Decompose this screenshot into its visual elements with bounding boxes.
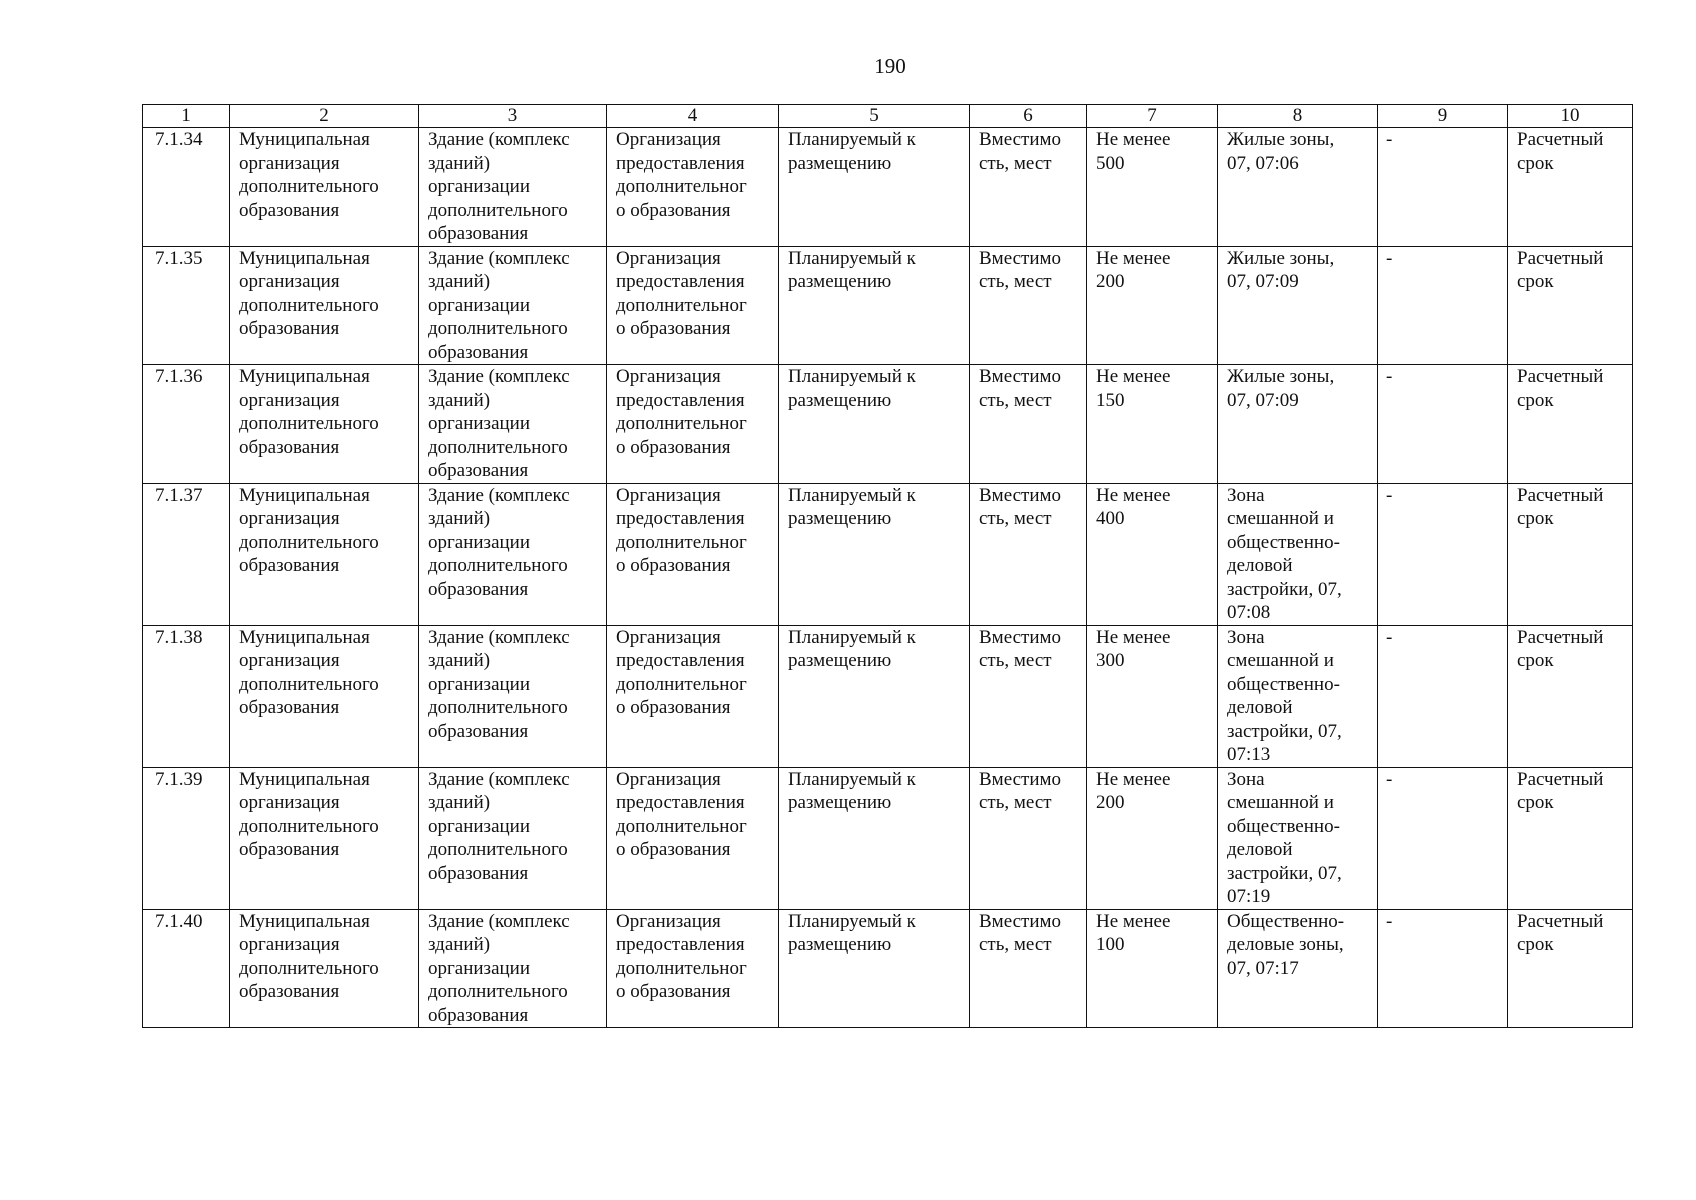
table-cell: Расчетный срок — [1508, 767, 1633, 909]
table-cell: - — [1378, 767, 1508, 909]
table-cell: 7.1.35 — [143, 246, 230, 365]
table-cell: Вместимо сть, мест — [970, 246, 1087, 365]
table-cell: Муниципальная организация дополнительного образования — [230, 909, 419, 1028]
table-cell: Жилые зоны, 07, 07:06 — [1218, 128, 1378, 247]
table-cell: 7.1.40 — [143, 909, 230, 1028]
column-header: 5 — [779, 105, 970, 128]
table-cell: Вместимо сть, мест — [970, 909, 1087, 1028]
table-cell: Здание (комплекс зданий) организации дополнительного образования — [419, 625, 607, 767]
table-cell: Организация предоставления дополнительног о образования — [607, 128, 779, 247]
table-cell: Здание (комплекс зданий) организации дополнительного образования — [419, 365, 607, 484]
table-cell: Расчетный срок — [1508, 128, 1633, 247]
table-cell: Здание (комплекс зданий) организации дополнительного образования — [419, 128, 607, 247]
table-row — [143, 483, 1633, 625]
table-cell: Не менее 150 — [1087, 365, 1218, 484]
table-cell: Вместимо сть, мест — [970, 483, 1087, 625]
table-cell: Расчетный срок — [1508, 909, 1633, 1028]
table-cell: Зона смешанной и общественно- деловой застройки, 07, 07:08 — [1218, 483, 1378, 625]
table-cell: 7.1.38 — [143, 625, 230, 767]
table-cell: Муниципальная организация дополнительного образования — [230, 767, 419, 909]
table-cell: Жилые зоны, 07, 07:09 — [1218, 246, 1378, 365]
table-cell: Планируемый к размещению — [779, 128, 970, 247]
table-cell: - — [1378, 909, 1508, 1028]
table-row — [143, 767, 1633, 909]
table-cell: 7.1.37 — [143, 483, 230, 625]
table-cell: 7.1.39 — [143, 767, 230, 909]
table-cell: Планируемый к размещению — [779, 625, 970, 767]
column-header: 7 — [1087, 105, 1218, 128]
table-row — [143, 128, 1633, 247]
table-cell: Здание (комплекс зданий) организации дополнительного образования — [419, 483, 607, 625]
column-header: 9 — [1378, 105, 1508, 128]
table-cell: Жилые зоны, 07, 07:09 — [1218, 365, 1378, 484]
table-cell: - — [1378, 246, 1508, 365]
table-cell: Организация предоставления дополнительног о образования — [607, 909, 779, 1028]
table-cell: Расчетный срок — [1508, 365, 1633, 484]
table-cell: Не менее 200 — [1087, 246, 1218, 365]
header-row — [143, 105, 1633, 128]
table-cell: Зона смешанной и общественно- деловой застройки, 07, 07:19 — [1218, 767, 1378, 909]
table-cell: Не менее 500 — [1087, 128, 1218, 247]
table-cell: Расчетный срок — [1508, 483, 1633, 625]
table-row — [143, 246, 1633, 365]
table-cell: Планируемый к размещению — [779, 909, 970, 1028]
table-cell: Организация предоставления дополнительног о образования — [607, 483, 779, 625]
table-row — [143, 365, 1633, 484]
table-cell: Не менее 100 — [1087, 909, 1218, 1028]
table-cell: 7.1.34 — [143, 128, 230, 247]
table-cell: - — [1378, 483, 1508, 625]
table-cell: Здание (комплекс зданий) организации дополнительного образования — [419, 909, 607, 1028]
table-cell: Муниципальная организация дополнительного образования — [230, 246, 419, 365]
table-cell: 7.1.36 — [143, 365, 230, 484]
table-cell: - — [1378, 625, 1508, 767]
table-cell: Муниципальная организация дополнительного образования — [230, 483, 419, 625]
table-cell: Планируемый к размещению — [779, 767, 970, 909]
table-cell: Расчетный срок — [1508, 246, 1633, 365]
table-cell: Вместимо сть, мест — [970, 625, 1087, 767]
table-cell: Планируемый к размещению — [779, 483, 970, 625]
table-row — [143, 909, 1633, 1028]
table-cell: Организация предоставления дополнительног о образования — [607, 625, 779, 767]
table-cell: Расчетный срок — [1508, 625, 1633, 767]
table-row — [143, 625, 1633, 767]
column-header: 6 — [970, 105, 1087, 128]
table-cell: Не менее 400 — [1087, 483, 1218, 625]
table-cell: - — [1378, 128, 1508, 247]
table-cell: Муниципальная организация дополнительного образования — [230, 625, 419, 767]
table-cell: Муниципальная организация дополнительного образования — [230, 128, 419, 247]
table-cell: Зона смешанной и общественно- деловой застройки, 07, 07:13 — [1218, 625, 1378, 767]
column-header: 4 — [607, 105, 779, 128]
column-header: 10 — [1508, 105, 1633, 128]
table-cell: Вместимо сть, мест — [970, 767, 1087, 909]
table-cell: - — [1378, 365, 1508, 484]
table-cell: Организация предоставления дополнительног о образования — [607, 246, 779, 365]
table-cell: Муниципальная организация дополнительного образования — [230, 365, 419, 484]
table-cell: Планируемый к размещению — [779, 246, 970, 365]
table-cell: Вместимо сть, мест — [970, 365, 1087, 484]
table-cell: Организация предоставления дополнительног о образования — [607, 365, 779, 484]
table-cell: Планируемый к размещению — [779, 365, 970, 484]
column-header: 8 — [1218, 105, 1378, 128]
facilities-table — [142, 104, 1633, 1028]
table-cell: Организация предоставления дополнительног о образования — [607, 767, 779, 909]
table-cell: Не менее 300 — [1087, 625, 1218, 767]
page-number: 190 — [874, 54, 906, 78]
column-header: 1 — [143, 105, 230, 128]
table-cell: Не менее 200 — [1087, 767, 1218, 909]
table-cell: Вместимо сть, мест — [970, 128, 1087, 247]
table-cell: Общественно- деловые зоны, 07, 07:17 — [1218, 909, 1378, 1028]
column-header: 3 — [419, 105, 607, 128]
table-cell: Здание (комплекс зданий) организации дополнительного образования — [419, 767, 607, 909]
column-header: 2 — [230, 105, 419, 128]
table-cell: Здание (комплекс зданий) организации дополнительного образования — [419, 246, 607, 365]
